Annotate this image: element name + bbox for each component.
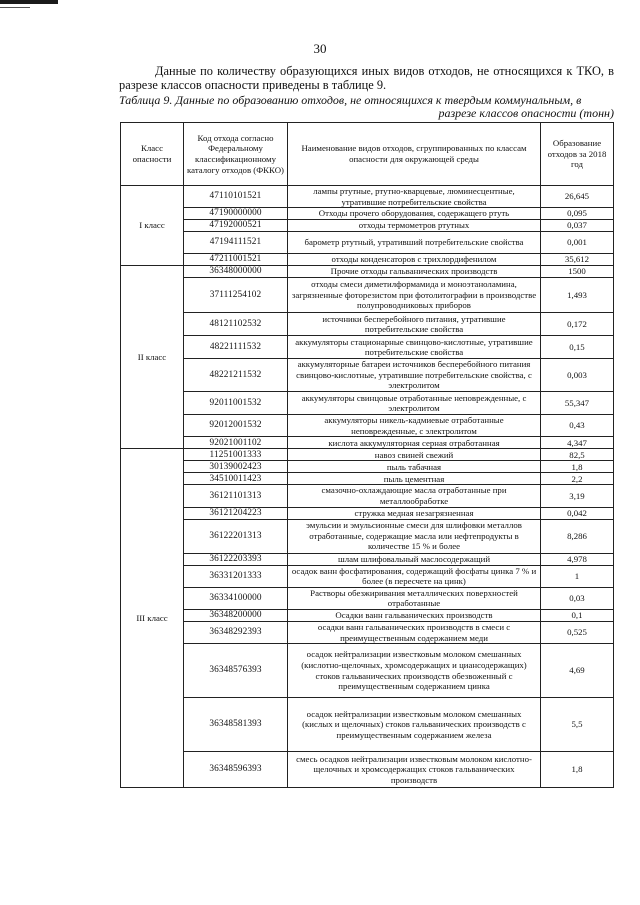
waste-amount-cell: 1,8	[541, 752, 614, 788]
table-row	[121, 519, 614, 553]
waste-name-cell: осадок ванн фосфатирования, содержащий фосфаты цинка 7 % и более (в пересчете на цинк)	[288, 565, 541, 587]
table-row	[121, 449, 614, 461]
waste-code-cell: 36348000000	[184, 266, 288, 278]
waste-code-cell: 47110101521	[184, 186, 288, 208]
waste-amount-cell: 8,286	[541, 519, 614, 553]
table-row	[121, 461, 614, 473]
table-row	[121, 752, 614, 788]
waste-code-cell: 34510011423	[184, 473, 288, 485]
table-row	[121, 336, 614, 359]
waste-amount-cell: 2,2	[541, 473, 614, 485]
waste-amount-cell: 4,978	[541, 553, 614, 565]
waste-code-cell: 36334100000	[184, 587, 288, 609]
waste-name-cell: отходы конденсаторов с трихлордифенилом	[288, 254, 541, 266]
waste-amount-cell: 0,03	[541, 587, 614, 609]
waste-name-cell: Растворы обезжиривания металлических поверхностей отработанные	[288, 587, 541, 609]
waste-name-cell: Отходы прочего оборудования, содержащего ртуть	[288, 208, 541, 220]
waste-amount-cell: 0,172	[541, 313, 614, 336]
table-body	[121, 186, 614, 788]
waste-amount-cell: 82,5	[541, 449, 614, 461]
hazard-class-cell: III класс	[121, 449, 184, 788]
waste-amount-cell: 1	[541, 565, 614, 587]
waste-name-cell: смесь осадков нейтрализации известковым молоком кислотно-щелочных и хромсодержащих стоков гальванических производств	[288, 752, 541, 788]
waste-code-cell: 92012001532	[184, 415, 288, 437]
waste-code-cell: 36121204223	[184, 507, 288, 519]
waste-name-cell: осадки ванн гальванических производств в смеси с преимущественным содержанием меди	[288, 621, 541, 643]
waste-amount-cell: 3,19	[541, 485, 614, 507]
table-caption	[119, 94, 614, 120]
waste-name-cell: пыль цементная	[288, 473, 541, 485]
waste-name-cell: источники бесперебойного питания, утратившие потребительские свойства	[288, 313, 541, 336]
waste-name-cell: пыль табачная	[288, 461, 541, 473]
waste-code-cell: 36348581393	[184, 698, 288, 752]
waste-code-cell: 36348576393	[184, 644, 288, 698]
waste-amount-cell: 4,69	[541, 644, 614, 698]
waste-name-cell: аккумуляторные батареи источников бесперебойного питания свинцово-кислотные, утратившие потребительские свойства, с электролитом	[288, 359, 541, 392]
table-row	[121, 208, 614, 220]
waste-name-cell: лампы ртутные, ртутно-кварцевые, люминесцентные, утратившие потребительские свойства	[288, 186, 541, 208]
table-row	[121, 266, 614, 278]
header-class: Класс опасности	[121, 123, 184, 186]
waste-amount-cell: 35,612	[541, 254, 614, 266]
waste-amount-cell: 0,525	[541, 621, 614, 643]
waste-name-cell: стружка медная незагрязненная	[288, 507, 541, 519]
waste-code-cell: 47194111521	[184, 232, 288, 254]
waste-amount-cell: 5,5	[541, 698, 614, 752]
waste-code-cell: 48121102532	[184, 313, 288, 336]
waste-name-cell: отходы термометров ртутных	[288, 220, 541, 232]
waste-code-cell: 92011001532	[184, 392, 288, 415]
table-row	[121, 565, 614, 587]
table-row	[121, 220, 614, 232]
waste-amount-cell: 1,493	[541, 278, 614, 313]
hazard-class-cell: II класс	[121, 266, 184, 449]
waste-name-cell: смазочно-охлаждающие масла отработанные при металлообработке	[288, 485, 541, 507]
table-row	[121, 415, 614, 437]
waste-code-cell: 47190000000	[184, 208, 288, 220]
waste-amount-cell: 1,8	[541, 461, 614, 473]
waste-code-cell: 48221211532	[184, 359, 288, 392]
waste-code-cell: 36348200000	[184, 609, 288, 621]
waste-code-cell: 11251001333	[184, 449, 288, 461]
waste-name-cell: кислота аккумуляторная серная отработанная	[288, 437, 541, 449]
table-row	[121, 698, 614, 752]
waste-name-cell: шлам шлифовальный маслосодержащий	[288, 553, 541, 565]
waste-name-cell: Осадки ванн гальванических производств	[288, 609, 541, 621]
table-row	[121, 392, 614, 415]
table-row	[121, 621, 614, 643]
waste-name-cell: Прочие отходы гальванических производств	[288, 266, 541, 278]
scan-artifact-line	[0, 7, 30, 8]
waste-name-cell: аккумуляторы стационарные свинцово-кислотные, утратившие потребительские свойства	[288, 336, 541, 359]
table-row	[121, 437, 614, 449]
waste-code-cell: 37111254102	[184, 278, 288, 313]
table-row	[121, 232, 614, 254]
waste-name-cell: эмульсии и эмульсионные смеси для шлифовки металлов отработанные, содержащие масла или нефтепродукты в количестве 15 % и более	[288, 519, 541, 553]
waste-amount-cell: 0,43	[541, 415, 614, 437]
table-caption-line1: Таблица 9. Данные по образованию отходов, не относящихся к твердым коммунальным, в	[119, 93, 582, 107]
waste-amount-cell: 0,037	[541, 220, 614, 232]
waste-amount-cell: 0,15	[541, 336, 614, 359]
waste-name-cell: отходы смеси диметилформамида и моноэтаноламина, загрязненные фоторезистом при фотолитографии в производстве полупроводниковых приборов	[288, 278, 541, 313]
waste-code-cell: 36122201313	[184, 519, 288, 553]
table-row	[121, 313, 614, 336]
header-amount: Образование отходов за 2018 год	[541, 123, 614, 186]
waste-table	[120, 122, 614, 788]
table-row	[121, 485, 614, 507]
header-code: Код отхода согласно Федеральному классификационному каталогу отходов (ФККО)	[184, 123, 288, 186]
waste-name-cell: барометр ртутный, утративший потребительские свойства	[288, 232, 541, 254]
table-header-row	[121, 123, 614, 186]
waste-code-cell: 30139002423	[184, 461, 288, 473]
waste-code-cell: 48221111532	[184, 336, 288, 359]
page-number: 30	[313, 41, 327, 56]
waste-name-cell: осадок нейтрализации известковым молоком смешанных (кислых и щелочных) стоков гальванических производств с преимущественным содержанием железа	[288, 698, 541, 752]
waste-code-cell: 47192000521	[184, 220, 288, 232]
table-row	[121, 359, 614, 392]
waste-name-cell: навоз свиней свежий	[288, 449, 541, 461]
table-row	[121, 186, 614, 208]
waste-amount-cell: 0,1	[541, 609, 614, 621]
waste-code-cell: 36348292393	[184, 621, 288, 643]
waste-name-cell: осадок нейтрализации известковым молоком смешанных (кислотно-щелочных, хромсодержащих и циансодержащих) стоков гальванических производств обезвоженный с преимущественным содержанием цинка	[288, 644, 541, 698]
waste-code-cell: 36331201333	[184, 565, 288, 587]
intro-paragraph: Данные по количеству образующихся иных видов отходов, не относящихся к ТКО, в разрезе классов опасности приведены в таблице 9.	[119, 64, 614, 92]
table-row	[121, 278, 614, 313]
waste-name-cell: аккумуляторы никель-кадмиевые отработанные неповрежденные, с электролитом	[288, 415, 541, 437]
header-name: Наименование видов отходов, сгруппированных по классам опасности для окружающей среды	[288, 123, 541, 186]
hazard-class-cell: I класс	[121, 186, 184, 266]
waste-amount-cell: 1500	[541, 266, 614, 278]
waste-amount-cell: 0,042	[541, 507, 614, 519]
table-caption-line2: разрезе классов опасности (тонн)	[438, 106, 614, 120]
waste-code-cell: 47211001521	[184, 254, 288, 266]
waste-amount-cell: 0,003	[541, 359, 614, 392]
waste-code-cell: 36348596393	[184, 752, 288, 788]
waste-amount-cell: 0,001	[541, 232, 614, 254]
table-row	[121, 553, 614, 565]
waste-amount-cell: 26,645	[541, 186, 614, 208]
waste-amount-cell: 0,095	[541, 208, 614, 220]
waste-code-cell: 36122203393	[184, 553, 288, 565]
waste-code-cell: 36121101313	[184, 485, 288, 507]
table-row	[121, 507, 614, 519]
table-row	[121, 644, 614, 698]
waste-amount-cell: 55,347	[541, 392, 614, 415]
scan-artifact-bar	[0, 0, 58, 4]
waste-amount-cell: 4,347	[541, 437, 614, 449]
waste-name-cell: аккумуляторы свинцовые отработанные неповрежденные, с электролитом	[288, 392, 541, 415]
table-row	[121, 609, 614, 621]
waste-code-cell: 92021001102	[184, 437, 288, 449]
table-row	[121, 254, 614, 266]
table-row	[121, 587, 614, 609]
table-row	[121, 473, 614, 485]
